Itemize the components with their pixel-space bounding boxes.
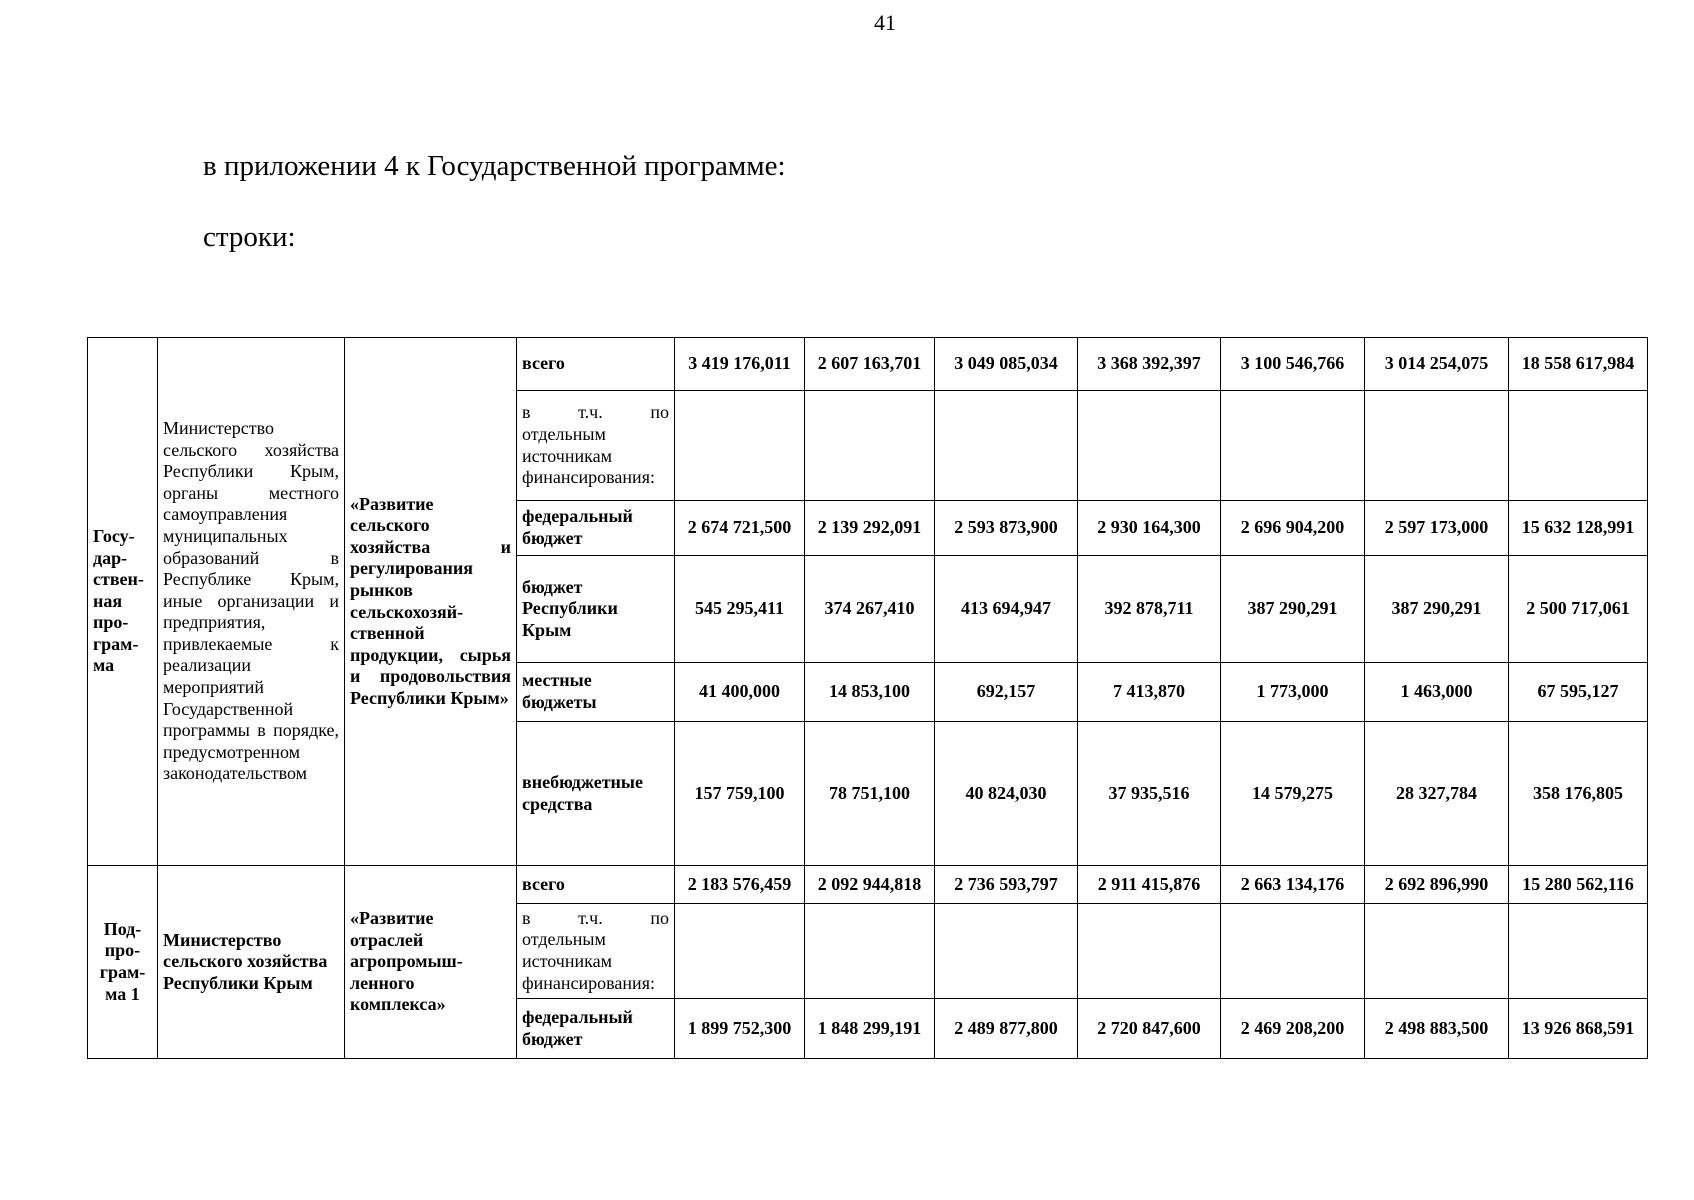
table-row [88, 338, 1648, 391]
value-cell: 14 579,275 [1221, 722, 1365, 866]
intro-heading: в приложении 4 к Государственной программе: [203, 150, 786, 182]
value-cell: 2 696 904,200 [1221, 501, 1365, 556]
value-cell: 692,157 [935, 663, 1078, 722]
value-cell: 3 368 392,397 [1078, 338, 1221, 391]
value-cell: 2 911 415,876 [1078, 866, 1221, 904]
value-cell: 14 853,100 [805, 663, 935, 722]
value-cell: 3 419 176,011 [675, 338, 805, 391]
value-cell [935, 904, 1078, 999]
value-cell: 387 290,291 [1221, 556, 1365, 663]
value-cell: 2 736 593,797 [935, 866, 1078, 904]
value-cell: 2 183 576,459 [675, 866, 805, 904]
value-cell [805, 391, 935, 501]
value-cell [1509, 391, 1648, 501]
value-cell: 2 607 163,701 [805, 338, 935, 391]
value-cell [1221, 391, 1365, 501]
source-cell: местные бюджеты [517, 663, 675, 722]
value-cell: 13 926 868,591 [1509, 999, 1648, 1059]
source-cell: внебюджетные средства [517, 722, 675, 866]
budget-table [87, 337, 1648, 1059]
source-cell: федеральный бюджет [517, 501, 675, 556]
value-cell: 7 413,870 [1078, 663, 1221, 722]
value-cell: 15 632 128,991 [1509, 501, 1648, 556]
value-cell [1221, 904, 1365, 999]
value-cell: 2 092 944,818 [805, 866, 935, 904]
value-cell: 413 694,947 [935, 556, 1078, 663]
value-cell: 18 558 617,984 [1509, 338, 1648, 391]
value-cell [1078, 904, 1221, 999]
value-cell: 2 663 134,176 [1221, 866, 1365, 904]
value-cell [1078, 391, 1221, 501]
subprogram-executor-cell: Министерство сельского хозяйства Республики Крым [158, 866, 345, 1059]
source-cell: в т.ч. по отдельным источникам финансирования: [517, 391, 675, 501]
value-cell: 1 848 299,191 [805, 999, 935, 1059]
value-cell: 2 674 721,500 [675, 501, 805, 556]
value-cell: 2 720 847,600 [1078, 999, 1221, 1059]
value-cell [935, 391, 1078, 501]
value-cell: 15 280 562,116 [1509, 866, 1648, 904]
table-row [88, 866, 1648, 904]
page-number: 41 [874, 10, 896, 35]
value-cell: 2 597 173,000 [1365, 501, 1509, 556]
value-cell: 37 935,516 [1078, 722, 1221, 866]
value-cell: 28 327,784 [1365, 722, 1509, 866]
value-cell: 2 930 164,300 [1078, 501, 1221, 556]
subprogram-status-cell: Под-про-грам-ма 1 [88, 866, 158, 1059]
value-cell: 67 595,127 [1509, 663, 1648, 722]
source-cell: в т.ч. по отдельным источникам финансирования: [517, 904, 675, 999]
source-cell: федеральный бюджет [517, 999, 675, 1059]
intro-rows-label: строки: [203, 221, 296, 253]
value-cell: 157 759,100 [675, 722, 805, 866]
value-cell: 2 692 896,990 [1365, 866, 1509, 904]
source-cell: бюджет Республики Крым [517, 556, 675, 663]
source-cell: всего [517, 866, 675, 904]
value-cell [675, 391, 805, 501]
value-cell: 2 139 292,091 [805, 501, 935, 556]
value-cell: 40 824,030 [935, 722, 1078, 866]
value-cell [805, 904, 935, 999]
value-cell: 358 176,805 [1509, 722, 1648, 866]
value-cell: 1 773,000 [1221, 663, 1365, 722]
value-cell: 2 489 877,800 [935, 999, 1078, 1059]
value-cell: 545 295,411 [675, 556, 805, 663]
value-cell: 2 593 873,900 [935, 501, 1078, 556]
value-cell [1365, 391, 1509, 501]
value-cell [1365, 904, 1509, 999]
value-cell: 2 469 208,200 [1221, 999, 1365, 1059]
value-cell: 41 400,000 [675, 663, 805, 722]
value-cell: 3 014 254,075 [1365, 338, 1509, 391]
value-cell: 387 290,291 [1365, 556, 1509, 663]
value-cell: 2 498 883,500 [1365, 999, 1509, 1059]
value-cell: 1 463,000 [1365, 663, 1509, 722]
value-cell: 2 500 717,061 [1509, 556, 1648, 663]
source-cell: всего [517, 338, 675, 391]
value-cell [1509, 904, 1648, 999]
program-name-cell: «Развитие сельского хозяйства и регулирования рынков сельскохозяй-ственной продукции, сырья и продовольствия Республики Крым» [345, 338, 517, 866]
value-cell: 3 100 546,766 [1221, 338, 1365, 391]
subprogram-name-cell: «Развитие отраслей агропромыш-ленного комплекса» [345, 866, 517, 1059]
value-cell: 78 751,100 [805, 722, 935, 866]
program-executor-cell: Министерство сельского хозяйства Республики Крым, органы местного самоуправления муниципальных образований в Республике Крым, иные организации и предприятия, привлекаемые к реализации мероприятий Государственной программы в порядке, предусмотренном законодательством [158, 338, 345, 866]
value-cell [675, 904, 805, 999]
value-cell: 374 267,410 [805, 556, 935, 663]
program-status-cell: Госу-дар-ствен-ная про-грам-ма [88, 338, 158, 866]
value-cell: 3 049 085,034 [935, 338, 1078, 391]
value-cell: 392 878,711 [1078, 556, 1221, 663]
value-cell: 1 899 752,300 [675, 999, 805, 1059]
